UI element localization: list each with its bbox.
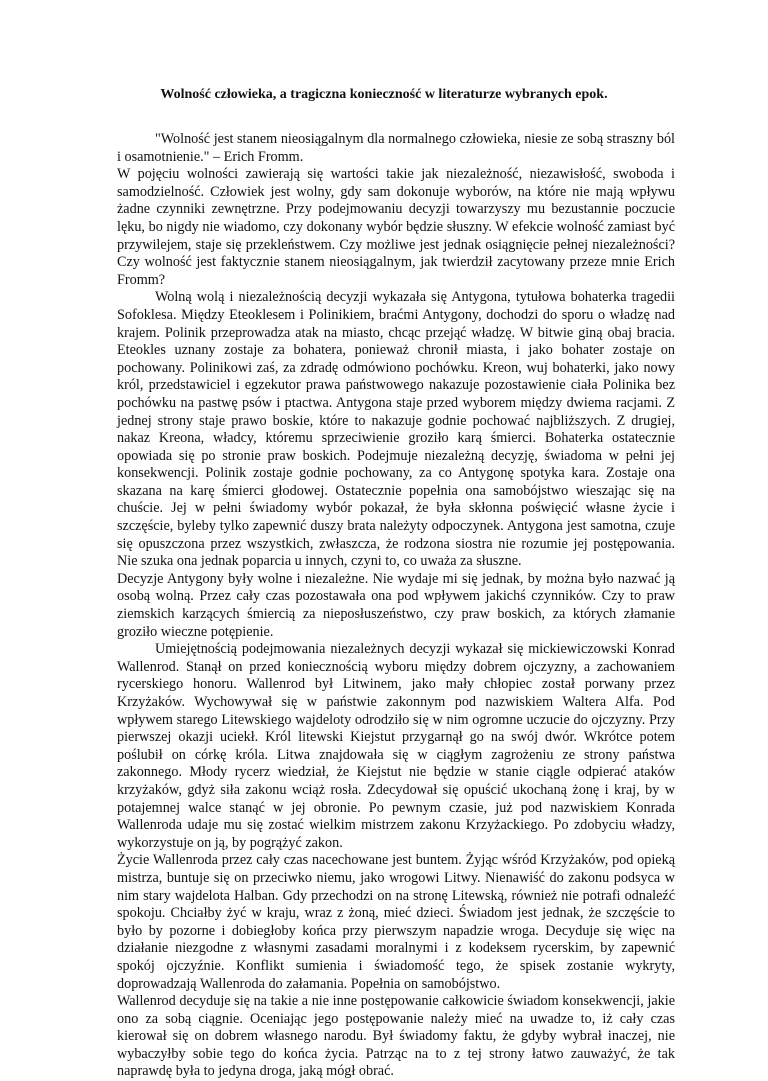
paragraph-intro: W pojęciu wolności zawierają się wartości takie jak niezależność, niezawisłość, swoboda i samodzielność. Człowiek jest wolny, gdy sam dokonuje wyborów, na które nie mają wpływu żadne czynniki zewnętrzne. Przy podejmowaniu decyzji towarzyszy mu bezustannie poczucie lęku, bo nigdy nie wiadomo, czy dokonany wybór będzie słuszny. W efekcie wolność zamiast być przywilejem, staje się przekleństwem. Czy możliwe jest jednak osiągnięcie pełnej niezależności? Czy wolność jest faktycznie stanem nieosiągalnym, jak twierdził zacytowany przeze mnie Erich Fromm? [117, 166, 675, 288]
paragraph-wallenrod-life: Życie Wallenroda przez cały czas nacechowane jest buntem. Żyjąc wśród Krzyżaków, pod opieką mistrza, buntuje się on przeciwko niemu, jako wrogowi Litwy. Nienawiść do zakonu podsyca w nim stary wajdelota Halban. Gdy przechodzi on na stronę Litewską, również nie potrafi odnaleźć spokoju. Chciałby żyć w kraju, wraz z żoną, mieć dzieci. Świadom jest jednak, że szczęście to było by pozorne i dobiegłoby końca przy pierwszym napadzie wroga. Decyduje się więc na działanie niezgodne z własnymi zasadami moralnymi i z kodeksem rycerskim, by zapewnić spokój ojczyźnie. Konflikt sumienia i świadomość tego, że spisek zostanie wykryty, doprowadzają Wallenroda do załamania. Popełnia on samobójstwo. [117, 852, 675, 992]
paragraph-antygona-conclusion: Decyzje Antygony były wolne i niezależne. Nie wydaje mi się jednak, by można było nazwać ją osobą wolną. Przez cały czas pozostawała ona pod wpływem jakichś czynników. Czy to praw ziemskich karzących śmiercią za nieposłuszeństwo, czy praw boskich, za których złamanie groziło wieczne potępienie. [117, 570, 675, 640]
paragraph-quote: "Wolność jest stanem nieosiągalnym dla normalnego człowieka, niesie ze sobą straszny ból i osamotnienie." – Erich Fromm. [117, 131, 675, 165]
paragraph-wallenrod: Umiejętnością podejmowania niezależnych decyzji wykazał się mickiewiczowski Konrad Wallenrod. Stanął on przed koniecznością wyboru między dobrem ojczyzny, a zachowaniem rycerskiego honoru. Wallenrod był Litwinem, jako mały chłopiec został porwany przez Krzyżaków. Wychowywał się w państwie zakonnym pod nazwiskiem Waltera Alfa. Pod wpływem starego Litewskiego wajdeloty odrodziło się w nim ogromne uczucie do ojczyzny. Przy pierwszej okazji uciekł. Król litewski Kiejstut przygarnął go na swój dwór. Wkrótce potem poślubił on córkę króla. Litwa znajdowała się w ciągłym zagrożeniu ze strony państwa zakonnego. Młody rycerz wiedział, że Kiejstut nie będzie w stanie ciągle odpierać ataków krzyżaków, gdyż siła zakonu wciąż rosła. Zdecydował się opuścić ukochaną żonę i kraj, by w potajemnej walce stanąć w jej obronie. Po pewnym czasie, już pod nazwiskiem Konrada Wallenroda udaje mu się zostać wielkim mistrzem zakonu Krzyżackiego. Po zdobyciu władzy, wykorzystuje on ją, by pogrążyć zakon. [117, 641, 675, 851]
paragraph-antygona: Wolną wolą i niezależnością decyzji wykazała się Antygona, tytułowa bohaterka tragedii Sofoklesa. Między Eteoklesem i Polinikiem, braćmi Antygony, dochodzi do sporu o władzę nad krajem. Polinik przeprowadza atak na miasto, chcąc przejąć władzę. W bitwie giną obaj bracia. Eteokles uznany zostaje za bohatera, ponieważ chronił miasta, i jako bohater zostaje on pochowany. Polinikowi zaś, za zdradę odmówiono pochówku. Kreon, wuj bohaterki, jako nowy król, przedstawiciel i egzekutor prawa państwowego nakazuje pozostawienie ciała Polinika bez pochówku na pastwę psów i ptactwa. Antygona staje przed wyborem między dwiema racjami. Z jednej strony staje prawo boskie, które to nakazuje godnie pochować najbliższych. Z drugiej, nakaz Kreona, władcy, któremu sprzeciwienie groziło karą śmierci. Bohaterka ostatecznie opowiada się po stronie praw boskich. Podejmuje niezależną decyzję, świadoma w pełni jej konsekwencji. Polinik zostaje godnie pochowany, za co Antygonę spotyka kara. Zostaje ona skazana na karę śmierci głodowej. Ostatecznie popełnia ona samobójstwo wieszając się na chuście. Jej w pełni świadomy wybór pokazał, że była skłonna poświęcić własne życie i szczęście, byleby tylko zapewnić duszy brata należyty odpoczynek. Antygona jest samotna, czuje się opuszczona przez wszystkich, zwłaszcza, że rodzona siostra nie rozumie jej postępowania. Nie szuka ona jednak poparcia u innych, czyni to, co uważa za słuszne. [117, 289, 675, 570]
paragraph-wallenrod-conclusion: Wallenrod decyduje się na takie a nie inne postępowanie całkowicie świadom konsekwencji, jakie ono za sobą ciągnie. Oceniając jego postępowanie należy mieć na uwadze to, iż cały czas kierował się on dobrem własnego narodu. Był świadomy faktu, że gdyby wybrał inaczej, nie wybaczyłby sobie tego do końca życia. Patrząc na to z tej strony łatwo zauważyć, że tak naprawdę była to jedyna droga, jaką mógł obrać. [117, 993, 675, 1080]
document-title: Wolność człowieka, a tragiczna konieczność w literaturze wybranych epok. [160, 87, 608, 102]
document-body [117, 131, 675, 1081]
